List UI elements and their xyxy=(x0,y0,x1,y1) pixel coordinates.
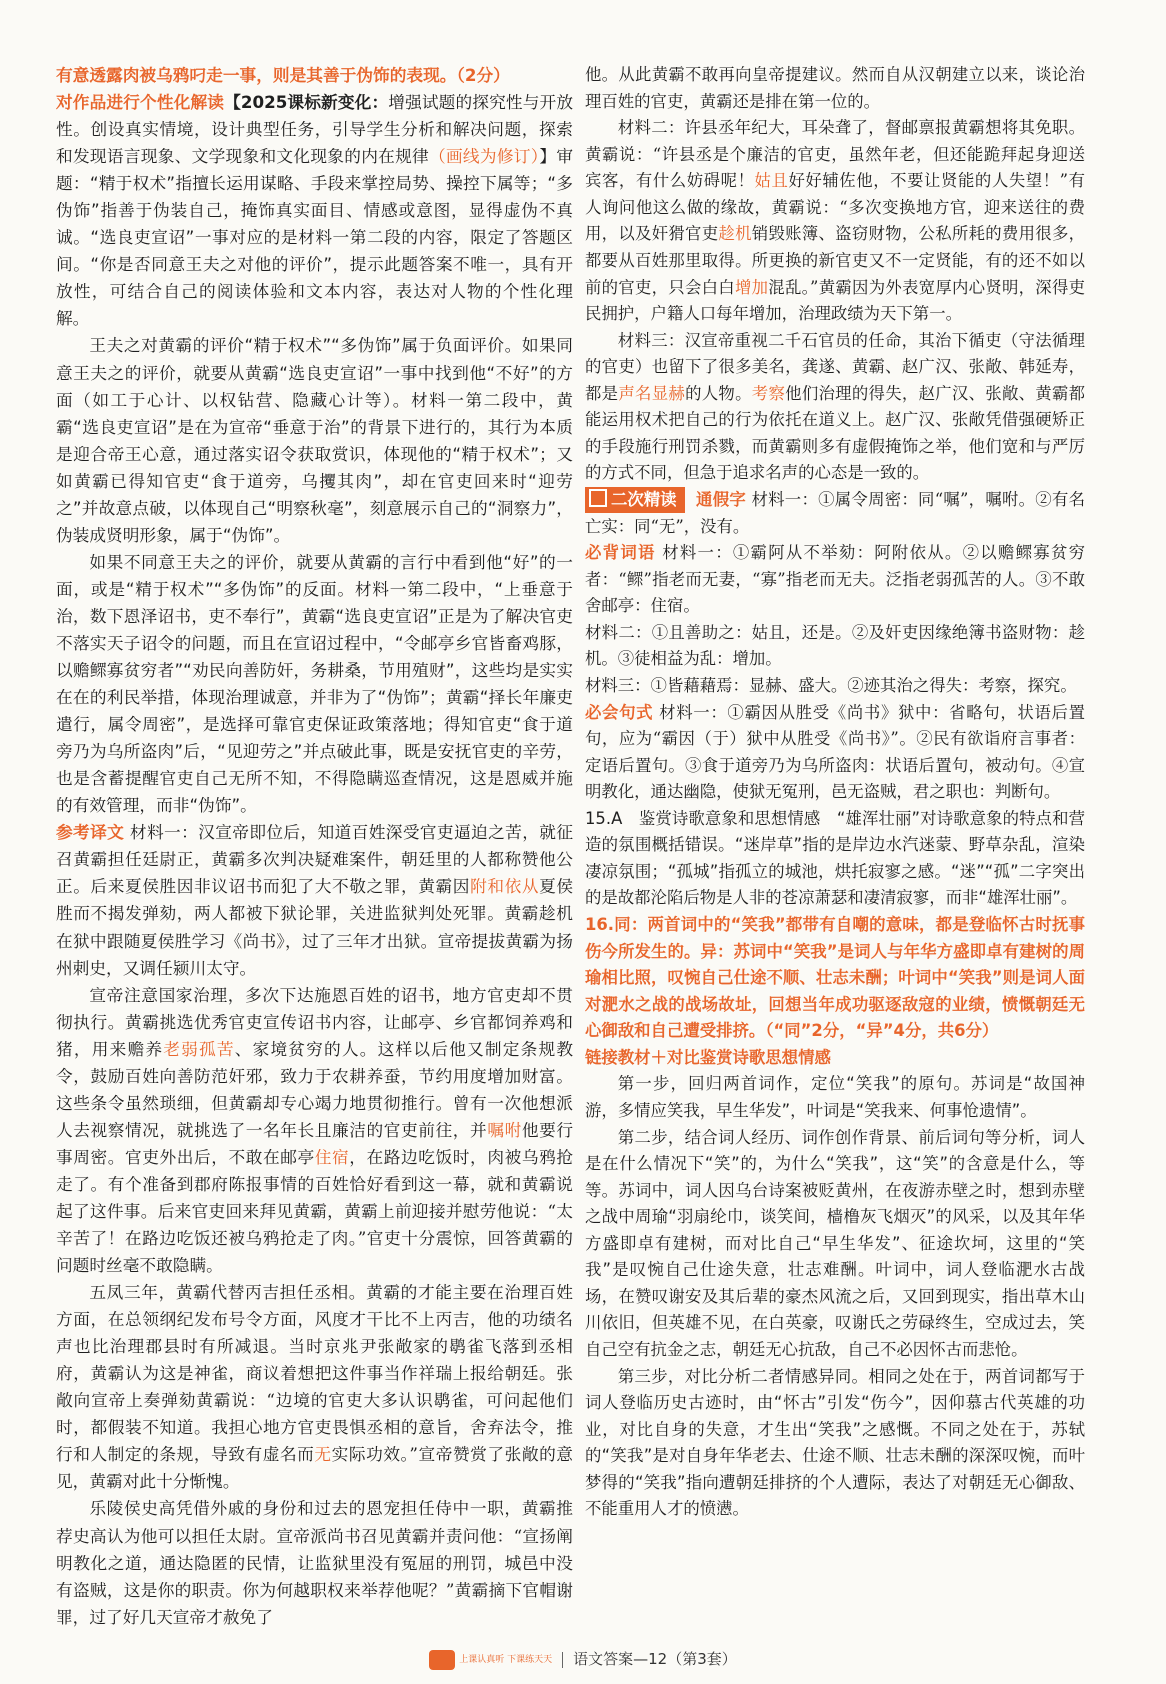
left-column xyxy=(56,62,573,1631)
translation-5: 他。从此黄霸不敢再向皇帝提建议。然而自从汉朝建立以来，谈论治理百姓的官吏，黄霸还是排在第一位的。 xyxy=(585,65,1085,111)
brand-slogan: 上课认真听 下课练天天 xyxy=(459,1654,553,1665)
analysis-disagree: 如果不同意王夫之的评价，就要从黄霸的言行中看到他“好”的一面，或是“精于权术”“多伪饰”的反面。材料一第二段中，“上垂意于治，数下恩泽诏书，吏不奉行”，黄霸“选良吏宣诏”正是为了解决官吏不落实天子诏令的问题，而且在宣诏过程中，“令邮亭乡官皆畜鸡豚，以赡鳏寡贫穷者”“劝民向善防奸，务耕桑，节用殖财”，这些均是实实在在的利民举措，体现治理诚意，并非为了“伪饰”；黄霸“择长年廉吏遣行，属令周密”，是选择可靠官吏保证政策落地；得知官吏“食于道旁乃为乌所盗肉”后，“见迎劳之”并点破此事，既是安抚官吏的辛劳，也是含蓄提醒官吏自己无所不知，不得隐瞒巡查情况，这是恩威并施的有效管理，而非“伪饰”。 xyxy=(56,551,573,816)
highlight-word: 考察 xyxy=(751,383,786,403)
standard-tag: 【2025课标新变化： xyxy=(224,92,389,113)
analysis-heading: 对作品进行个性化解读 xyxy=(56,92,225,113)
highlight-word: 增加 xyxy=(734,277,769,297)
analysis-block xyxy=(56,89,573,332)
translation-text: 五凤三年，黄霸代替丙吉担任丞相。黄霸的才能主要在治理百姓方面，在总领纲纪发布号令方面，风度才干比不上丙吉，他的功绩名声也比治理郡县时有所减退。当时京兆尹张敞家的鹖雀飞落到丞相府，黄霸认为这是神雀，商议着想把这件事当作祥瑞上报给朝廷。张敞向宣帝上奏弹劾黄霸说：“边境的官吏大多认识鹖雀，可问起他们时，都假装不知道。我担心地方官吏畏惧丞相的意旨，舍弃法令，推行和人制定的条规，导致有虚名而 xyxy=(56,1282,573,1465)
translation-text: 销毁账簿、盗窃财物，公私所耗的费用很多，都要从百姓那里取得。所更换的新官吏又不一定贤能，有的还不如以前的官吏，只会白白 xyxy=(585,224,1086,297)
page-number: 语文答案—12（第3套） xyxy=(573,1650,737,1668)
footer-divider xyxy=(562,1652,563,1668)
answer-line: 有意透露肉被乌鸦叼走一事，则是其善于伪饰的表现。（2分） xyxy=(56,65,510,85)
tongjiazi-label: 通假字 xyxy=(696,490,747,509)
highlight-word: 无 xyxy=(314,1444,332,1465)
highlight-word: 附和依从 xyxy=(470,876,540,897)
tongjiazi-text: 材料一：①属令周密：同“嘱”，嘱咐。②有名亡实：同“无”，没有。 xyxy=(585,490,1085,536)
book-icon xyxy=(589,489,607,507)
highlight-word: 嘱咐 xyxy=(487,1119,522,1140)
highlight-word: 住宿 xyxy=(314,1146,350,1167)
analysis-agree: 王夫之对黄霸的评价“精于权术”“多伪饰”属于负面评价。如果同意王夫之的评价，就要从黄霸“选良吏宣诏”一事中找到他“不好”的方面（如工于心计、以权钻营、隐藏心计等）。材料一第二段中，黄霸“选良吏宣诏”是在为宣帝“垂意于治”的背景下进行的，其行为本质是迎合帝王心意，通过落实诏令获取赏识，体现他的“精于权术”；又如黄霸已得知官吏“食于道旁，乌攫其肉”，却在官吏回来时“迎劳之”并故意点破，以体现自己“明察秋毫”，刻意展示自己的“洞察力”，伪装成贤明形象，属于“伪饰”。 xyxy=(56,335,573,545)
key-words-3: 材料三：①皆藉藉焉：显赫、盛大。②迹其治之得失：考察，探究。 xyxy=(585,675,1077,695)
translation-text: 材料二：许县丞年纪大，耳朵聋了，督邮禀报黄霸想将其免职。黄霸说：“许县丞是个廉洁的官吏，虽然年老，但还能跪拜起身迎送宾客，有什么妨碍呢！ xyxy=(585,118,1085,191)
translation-2 xyxy=(56,982,573,1280)
sentence-patterns xyxy=(585,700,1085,806)
key-words-2: 材料二：①且善助之：姑且，还是。②及奸吏因缘绝簿书盗财物：趁机。③徒相益为乱：增加。 xyxy=(585,622,1085,669)
page-footer xyxy=(0,1648,1166,1670)
translation-3 xyxy=(56,1279,573,1495)
translation-text: 、家境贫穷的人。这样以后他又制定条规教令，鼓励百姓向善防范奸邪，致力于农耕养蚕，节约用度增加财富。这些条令虽然琐细，但黄霸却专心竭力地贯彻推行。曾有一次他想派人去视察情况，就挑选了一名年长且廉洁的官吏前往，并 xyxy=(56,1038,574,1140)
second-reading xyxy=(585,487,1085,540)
key-words xyxy=(585,540,1085,620)
key-words-text: 材料一：①霸阿从不举劾：阿附依从。②以赡鳏寡贫穷者：“鳏”指老而无妻，“寡”指老而无夫。泛指老弱孤苦的人。③不敢舍邮亭：住宿。 xyxy=(585,543,1086,616)
translation-text: 材料三：汉宣帝重视二千石官员的任命，其治下循吏（守法循理的官吏）也留下了很多美名，龚遂、黄霸、赵广汉、张敞、韩延寿，都是 xyxy=(585,330,1085,403)
step-1: 第一步，回归两首词作，定位“笑我”的原句。苏词是“故国神游，多情应笑我，早生华发”，叶词是“笑我来、何事怆遗情”。 xyxy=(585,1074,1085,1120)
question-15: 15.A 鉴赏诗歌意象和思想情感 “雄浑壮丽”对诗歌意象的特点和营造的氛围概括错误。“迷岸草”指的是岸边水汽迷蒙、野草杂乱，渲染凄凉氛围；“孤城”指孤立的城池，烘托寂寥之感。“迷”“孤”二字突出的是故都沦陷后物是人非的苍凉萧瑟和凄清寂寥，而非“雄浑壮丽”。 xyxy=(585,808,1085,908)
translation-1 xyxy=(56,819,573,981)
step-2: 第二步，结合词人经历、词作创作背景、前后词句等分析，词人是在什么情况下“笑”的，为什么“笑我”，这“笑”的含意是什么，等等。苏词中，词人因乌台诗案被贬黄州，在夜游赤壁之时，想到赤壁之战中周瑜“羽扇纶巾，谈笑间，樯橹灰飞烟灭”的风采，以及其年华方盛即卓有建树，而对比自己“早生华发”、征途坎坷，这里的“笑我”是叹惋自己仕途失意，壮志难酬。叶词中，词人登临淝水古战场，在赞叹谢安及其后辈的豪杰风流之后，又回到现实，指出草木山川依旧，但英雄不见，在白英豪，叹谢氏之劳碌终生，空成过去，笑自己空有抗金之志，朝廷无心抗敌，自己不必因怀古而悲怆。 xyxy=(585,1127,1085,1359)
translation-text: 实际功效。”宣帝赞赏了张敞的意见，黄霸对此十分惭愧。 xyxy=(56,1444,573,1492)
second-reading-label: 二次精读 xyxy=(611,490,677,509)
brand-logo-icon xyxy=(429,1650,455,1670)
translation-text: ，在路边吃饭时，肉被乌鸦抢走了。有个准备到郡府陈报事情的百姓恰好看到这一幕，就和黄霸说起了这件事。后来官吏回来拜见黄霸，黄霸上前迎接并慰劳他说：“太辛苦了！在路边吃饭还被乌鸦抢走了肉。”官吏十分震惊，回答黄霸的问题时丝毫不敢隐瞒。 xyxy=(56,1146,574,1276)
translation-text: 他们治理的得失，赵广汉、张敞、黄霸都能运用权术把自己的行为依托在道义上。赵广汉、张敞凭借强硬矫正的手段施行刑罚杀戮，而黄霸则多有虚假掩饰之举，他们宽和与严厉的方式不同，但急于追求名声的心态是一致的。 xyxy=(585,383,1086,483)
revision-note: （画线为修订） xyxy=(429,146,540,167)
translation-text: 混乱。”黄霸因为外表宽厚内心贤明，深得吏民拥护，户籍人口每年增加，治理政绩为天下第一。 xyxy=(585,277,1086,324)
sentence-patterns-text: 材料一：①霸因从胜受《尚书》狱中：省略句，状语后置句，应为“霸因（于）狱中从胜受《尚书》”。②民有欲诣府言事者：定语后置句。③食于道旁乃为乌所盗肉：状语后置句，被动句。④宣明教化，通达幽隐，使狱无冤刑，邑无盗贼，君之职也：判断句。 xyxy=(585,702,1086,802)
highlight-word: 姑且 xyxy=(754,171,789,191)
translation-text: 夏侯胜而不揭发弹劾，两人都被下狱论罪，关进监狱判处死罪。黄霸趁机在狱中跟随夏侯胜学习《尚书》，过了三年才出狱。宣帝提拔黄霸为扬州刺史，又调任颍川太守。 xyxy=(56,876,574,978)
highlight-word: 老弱孤苦 xyxy=(163,1038,235,1059)
step-3: 第三步，对比分析二者情感异同。相同之处在于，两首词都写于词人登临历史古迹时，由“怀古”引发“伤今”，因仰慕古代英雄的功业，对比自身的失意，才生出“笑我”之感慨。不同之处在于，苏轼的“笑我”是对自身年华老去、仕途不顺、壮志未酬的深深叹惋，而叶梦得的“笑我”指向遭朝廷排挤的个人遭际，表达了对朝廷无心御敌、不能重用人才的愤懑。 xyxy=(585,1366,1085,1519)
translation-text: 材料一：汉宣帝即位后，知道百姓深受官吏逼迫之苦，就征召黄霸担任廷尉正，黄霸多次判决疑难案件，朝廷里的人都称赞他公正。后来夏侯胜因非议诏书而犯了大不敬之罪，黄霸因 xyxy=(56,822,574,897)
material-3-translation xyxy=(585,328,1085,487)
second-reading-tag xyxy=(585,487,685,513)
right-column xyxy=(585,62,1085,1523)
material-2-translation xyxy=(585,115,1085,328)
key-words-label: 必背词语 xyxy=(585,543,656,563)
translation-text: 宣帝注意国家治理，多次下达施恩百姓的诏书，地方官吏却不贯彻执行。黄霸挑选优秀官吏宣传诏书内容，让邮亭、乡官都饲养鸡和猪，用来赡养 xyxy=(56,984,573,1059)
highlight-word: 声名显赫 xyxy=(618,383,686,403)
sentence-patterns-label: 必会句式 xyxy=(585,702,654,722)
translation-label: 参考译文 xyxy=(56,822,125,843)
translation-text: 好好辅佐他，不要让贤能的人失望！”有人询问他这么做的缘故，黄霸说：“多次变换地方官，迎来送往的费用，以及奸猾官吏 xyxy=(585,171,1086,244)
review-text: 】审题：“精于权术”指擅长运用谋略、手段来掌控局势、操控下属等；“多伪饰”指善于伪装自己，掩饰真实面目、情感或意图，显得虚伪不真诚。“选良吏宣诏”一事对应的是材料一第二段的内容，限定了答题区间。“你是否同意王夫之对他的评价”，提示此题答案不唯一，具有开放性，可结合自己的阅读体验和文本内容，表达对人物的个性化理解。 xyxy=(56,146,574,329)
standard-text: 增强试题的探究性与开放性。创设真实情境，设计典型任务，引导学生分析和解决问题，探索和发现语言现象、文学现象和文化现象的内在规律 xyxy=(56,92,574,167)
method-steps xyxy=(585,1045,1085,1072)
translation-4: 乐陵侯史高凭借外戚的身份和过去的恩宠担任侍中一职，黄霸推荐史高认为他可以担任太尉。宣帝派尚书召见黄霸并责问他：“宣扬阐明教化之道，通达隐匿的民情，让监狱里没有冤屈的刑罚，城邑中没有盗贼，这是你的职责。你为何越职权来举荐他呢？”黄霸摘下官帽谢罪，过了好几天宣帝才赦免了 xyxy=(56,1498,573,1627)
translation-text: 的人物。 xyxy=(685,383,752,403)
question-16: 16.同：两首词中的“笑我”都带有自嘲的意味，都是登临怀古时抚事伤今所发生的。异：苏词中“笑我”是词人与年华方盛即卓有建树的周瑜相比照，叹惋自己仕途不顺、壮志未酬；叶词中“笑我”则是词人面对淝水之战的战场故址，回想当年成功驱逐敌寇的业绩，愤慨朝廷无心御敌和自己遭受排挤。（“同”2分，“异”4分，共6分） xyxy=(585,915,1085,1041)
highlight-word: 趁机 xyxy=(718,224,752,244)
method-label: 链接教材＋对比鉴赏诗歌思想情感 xyxy=(585,1047,831,1067)
translation-text: 他要行事周密。官吏外出后，不敢在邮亭 xyxy=(56,1119,574,1167)
